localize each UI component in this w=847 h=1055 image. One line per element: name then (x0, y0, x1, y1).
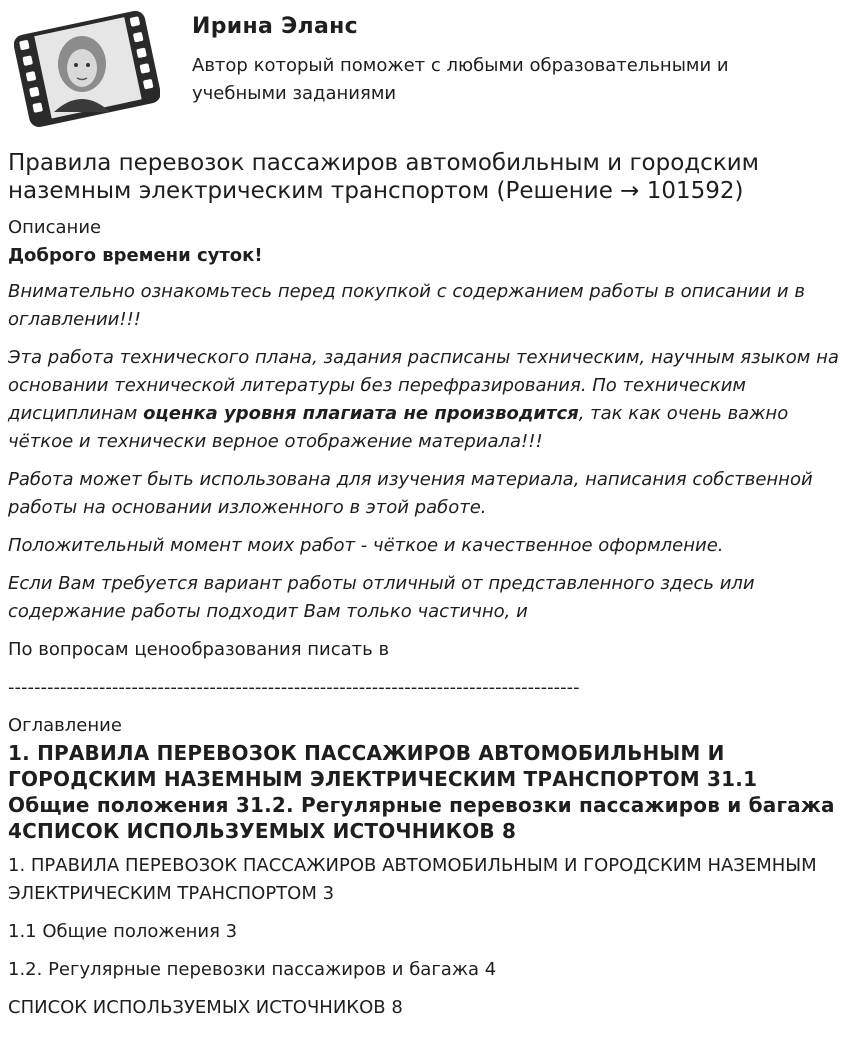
author-name[interactable]: Ирина Эланс (192, 14, 358, 39)
author-avatar[interactable] (14, 8, 160, 128)
author-header (8, 0, 839, 140)
notice-paragraph: Внимательно ознакомьтесь перед покупкой с содержанием работы в описании и в оглавлении!!! (8, 281, 805, 330)
toc-item: СПИСОК ИСПОЛЬЗУЕМЫХ ИСТОЧНИКОВ 8 (8, 997, 403, 1018)
pricing-note: По вопросам ценообразования писать в (8, 639, 390, 660)
technical-text-end: , так как очень важно чёткое и технически верное отображение материала!!! (8, 403, 789, 452)
toc-summary: 1. ПРАВИЛА ПЕРЕВОЗОК ПАССАЖИРОВ АВТОМОБИЛЬНЫМ И ГОРОДСКИМ НАЗЕМНЫМ ЭЛЕКТРИЧЕСКИМ ТРАНСПОРТОМ 31.1 Общие положения 31.2. Регулярные перевозки пассажиров и багажа 4СПИСОК ИСПОЛЬЗУЕМЫХ ИСТОЧНИКОВ 8 (8, 741, 835, 843)
description-label: Описание (8, 217, 102, 238)
plagiarism-note: оценка уровня плагиата не производится (143, 403, 579, 424)
custom-request-paragraph: Если Вам требуется вариант работы отличный от представленного здесь или содержание работы подходит Вам только частично, и (8, 573, 755, 622)
quality-paragraph: Положительный момент моих работ - чёткое и качественное оформление. (8, 535, 724, 556)
toc-item: 1.1 Общие положения 3 (8, 921, 238, 942)
technical-text-start: Эта работа технического плана, задания расписаны техническим, научным языком на основании технической литературы без перефразирования. По техническим дисциплинам (8, 347, 839, 424)
document-title: Правила перевозок пассажиров автомобильным и городским наземным электрическим транспортом (Решение → 101592) (8, 150, 760, 204)
divider-line: ---------------------------------------------------------------------------------------- (8, 677, 580, 698)
toc-label: Оглавление (8, 715, 122, 736)
greeting: Доброго времени суток! (8, 245, 263, 266)
toc-item: 1. ПРАВИЛА ПЕРЕВОЗОК ПАССАЖИРОВ АВТОМОБИЛЬНЫМ И ГОРОДСКИМ НАЗЕМНЫМ ЭЛЕКТРИЧЕСКИМ ТРАНСПОРТОМ 3 (8, 855, 817, 904)
author-description: Автор который поможет с любыми образовательными и учебными заданиями (192, 55, 729, 104)
technical-paragraph (8, 344, 839, 456)
usage-paragraph: Работа может быть использована для изучения материала, написания собственной работы на основании изложенного в этой работе. (8, 469, 813, 518)
toc-item: 1.2. Регулярные перевозки пассажиров и багажа 4 (8, 959, 497, 980)
